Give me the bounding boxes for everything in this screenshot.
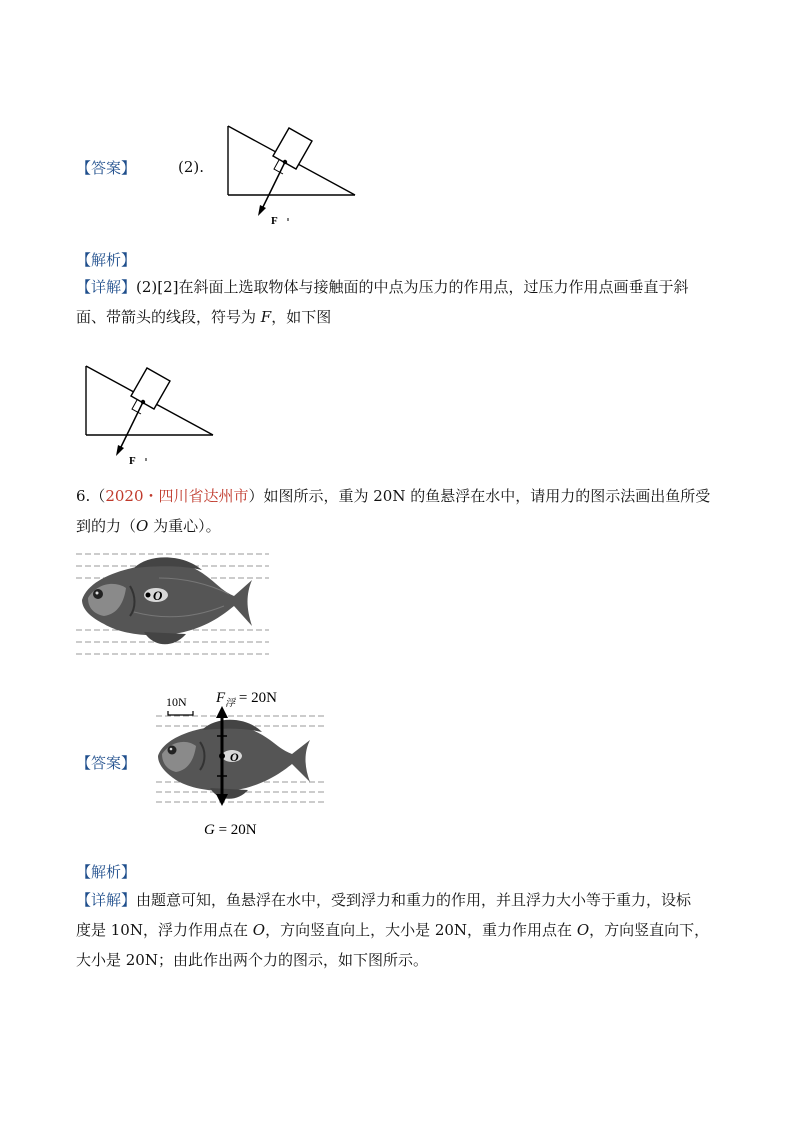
answer-label-2: 【答案】 [76,754,137,772]
center-label-2: O [230,750,239,764]
detail-2-line3: 大小是 20N；由此作出两个力的图示，如下图所示。 [76,951,428,969]
answer-number-1: (2). [178,158,205,176]
detail-1-italic-F: F [260,308,272,326]
analysis-label-2: 【解析】 [76,863,137,881]
detail-label-2: 【详解】 [76,891,137,909]
scale-bar [168,711,193,715]
analysis-label-1: 【解析】 [76,251,137,269]
block [131,368,170,409]
answer-label-1: 【答案】 [76,159,137,177]
fish-force-diagram [152,684,332,844]
gravity-label [204,822,257,838]
question-text-1: ）如图所示，重为 20N 的鱼悬浮在水中，请用力的图示法画出鱼所受 [248,487,711,505]
force-arrow [261,162,285,211]
buoyancy-F: F [216,690,226,706]
question-text-2a: 到的力（ [76,517,137,535]
buoyancy-value: = 20N [235,690,277,706]
detail-1-line2b: ，如下图 [271,308,332,326]
detail-2-line2c: ，方向竖直向下， [589,921,710,939]
right-angle-mark [132,400,141,414]
detail-label-1: 【详解】 [76,278,137,296]
detail-2-line2a: 度是 10N，浮力作用点在 [76,921,253,939]
force-arrow [119,402,143,451]
question-source: 2020・四川省达州市 [105,487,249,505]
incline-diagram-2 [78,360,228,470]
action-point [219,753,225,759]
question-6 [76,481,726,541]
force-arrowhead [116,445,124,456]
force-label-1: F [271,215,278,227]
detail-2-line2b: ，方向竖直向上，大小是 20N，重力作用点在 [265,921,577,939]
detail-2-O1: O [252,921,266,939]
force-label-2: F [129,455,136,467]
right-angle-mark [274,160,283,174]
detail-1-line2a: 面、带箭头的线段，符号为 [76,308,261,326]
gravity-G: G [204,822,215,838]
question-text-2b: 为重心）。 [148,517,221,535]
fish-image-1 [74,548,274,658]
force-arrowhead [258,205,266,216]
gravity-value: = 20N [214,822,257,838]
fish-body [82,557,252,644]
gravity-arrowhead [216,794,228,806]
detail-1-line1: (2)[2]在斜面上选取物体与接触面的中点为压力的作用点，过压力作用点画垂直于斜 [136,278,689,296]
detail-2-O2: O [576,921,590,939]
block [273,128,312,169]
detail-paragraph-1 [76,272,726,332]
buoyancy-subscript: 浮 [225,698,236,709]
detail-paragraph-2 [76,885,726,975]
scale-label: 10N [166,695,187,709]
center-dot [146,593,151,598]
detail-2-line1: 由题意可知，鱼悬浮在水中，受到浮力和重力的作用，并且浮力大小等于重力，设标 [136,891,692,909]
incline-diagram-1 [220,120,370,230]
question-italic-O: O [136,517,149,535]
center-label-1: O [153,588,163,603]
buoyancy-label [215,690,277,709]
question-number: 6.（ [76,487,106,505]
